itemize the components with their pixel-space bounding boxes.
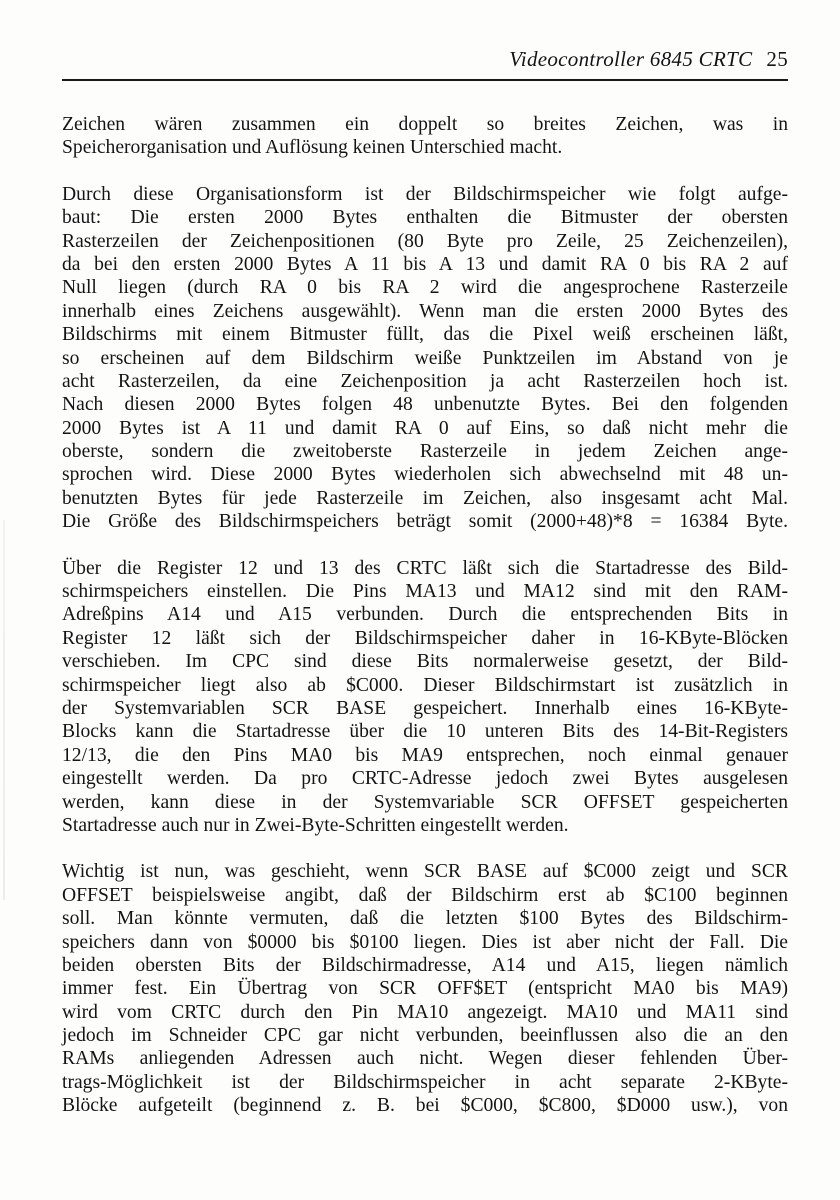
text-line: Startadresse auch nur in Zwei-Byte-Schritten eingestellt werden. — [62, 814, 569, 836]
text-line: Adreßpins A14 und A15 verbunden. Durch die entsprechenden Bits in — [62, 604, 788, 626]
text-line: 12/13, die den Pins MA0 bis MA9 entsprechen, noch einmal genauer — [62, 744, 788, 766]
text-line: benutzten Bytes für jede Rasterzeile im Zeichen, also insgesamt acht Mal. — [62, 487, 788, 509]
text-line: soll. Man könnte vermuten, daß die letzten $100 Bytes des Bildschirm- — [62, 908, 788, 930]
text-line: der Systemvariablen SCR BASE gespeichert. Innerhalb eines 16-KByte- — [62, 697, 788, 719]
text-line: immer fest. Ein Übertrag von SCR OFF$ET (entspricht MA0 bis MA9) — [62, 978, 788, 1000]
text-line: 2000 Bytes ist A 11 und damit RA 0 auf Eins, so daß nicht mehr die — [62, 417, 788, 439]
text-line: schirmspeicher liegt also ab $C000. Dieser Bildschirmstart ist zusätzlich in — [62, 674, 788, 696]
text-line: Speicherorganisation und Auflösung keinen Unterschied macht. — [62, 137, 563, 159]
text-line: Blöcke aufgeteilt (beginnend z. B. bei $C000, $C800, $D000 usw.), von — [62, 1095, 788, 1117]
chapter-title: Videocontroller 6845 CRTC — [509, 47, 753, 71]
text-line: innerhalb eines Zeichens ausgewählt). Wenn man die ersten 2000 Bytes des — [62, 300, 788, 322]
text-line: oberste, sondern die zweitoberste Rasterzeile in jedem Zeichen ange- — [62, 441, 788, 463]
text-line: schirmspeichers einstellen. Die Pins MA13 und MA12 sind mit den RAM- — [62, 581, 788, 603]
paragraph — [62, 557, 788, 838]
text-line: wird vom CRTC durch den Pin MA10 angezeigt. MA10 und MA11 sind — [62, 1001, 788, 1023]
text-line: Wichtig ist nun, was geschieht, wenn SCR BASE auf $C000 zeigt und SCR — [62, 861, 788, 883]
text-line: werden, kann diese in der Systemvariable SCR OFFSET gespeicherten — [62, 791, 788, 813]
text-line: eingestellt werden. Da pro CRTC-Adresse jedoch zwei Bytes ausgelesen — [62, 768, 788, 790]
paragraph — [62, 113, 788, 160]
text-line: verschieben. Im CPC sind diese Bits normalerweise gesetzt, der Bild- — [62, 651, 788, 673]
scan-margin-shadow — [3, 520, 5, 900]
text-line: trags-Möglichkeit ist der Bildschirmspeicher in acht separate 2-KByte- — [62, 1071, 788, 1093]
text-line: Durch diese Organisationsform ist der Bildschirmspeicher wie folgt aufge- — [62, 183, 788, 205]
page-number: 25 — [766, 47, 788, 71]
body-text — [62, 113, 788, 1141]
text-line: RAMs anliegenden Adressen auch nicht. Wegen dieser fehlenden Über- — [62, 1048, 788, 1070]
text-line: Bildschirms mit einem Bitmuster füllt, das die Pixel weiß erscheinen läßt, — [62, 324, 788, 346]
text-line: Register 12 läßt sich der Bildschirmspeicher daher in 16-KByte-Blöcken — [62, 627, 788, 649]
text-line: jedoch im Schneider CPC gar nicht verbunden, beeinflussen also die an den — [62, 1025, 788, 1047]
text-line: Null liegen (durch RA 0 bis RA 2 wird die angesprochene Rasterzeile — [62, 277, 788, 299]
paragraph — [62, 860, 788, 1117]
text-line: beiden obersten Bits der Bildschirmadresse, A14 und A15, liegen nämlich — [62, 954, 788, 976]
paragraph — [62, 183, 788, 534]
text-line: Nach diesen 2000 Bytes folgen 48 unbenutzte Bytes. Bei den folgenden — [62, 394, 788, 416]
text-line: sprochen wird. Diese 2000 Bytes wiederholen sich abwechselnd mit 48 un- — [62, 464, 788, 486]
text-line: Zeichen wären zusammen ein doppelt so breites Zeichen, was in — [62, 114, 788, 135]
text-line: OFFSET beispielsweise angibt, daß der Bildschirm erst ab $C100 beginnen — [62, 884, 788, 906]
text-line: speichers dann von $0000 bis $0100 liegen. Dies ist aber nicht der Fall. Die — [62, 931, 788, 953]
text-line: da bei den ersten 2000 Bytes A 11 bis A 13 und damit RA 0 bis RA 2 auf — [62, 253, 788, 275]
running-header — [62, 44, 788, 74]
text-line: Die Größe des Bildschirmspeichers beträgt somit (2000+48)*8 = 16384 Byte. — [62, 511, 788, 533]
text-line: so erscheinen auf dem Bildschirm weiße Punktzeilen im Abstand von je — [62, 347, 788, 369]
text-line: baut: Die ersten 2000 Bytes enthalten die Bitmuster der obersten — [62, 207, 788, 229]
header-rule — [62, 79, 788, 81]
text-line: Über die Register 12 und 13 des CRTC läßt sich die Startadresse des Bild- — [62, 557, 788, 579]
text-line: Rasterzeilen der Zeichenpositionen (80 Byte pro Zeile, 25 Zeichenzeilen), — [62, 230, 788, 252]
text-line: acht Rasterzeilen, da eine Zeichenposition ja acht Rasterzeilen hoch ist. — [62, 370, 788, 392]
text-line: Blocks kann die Startadresse über die 10 unteren Bits des 14-Bit-Registers — [62, 721, 788, 743]
